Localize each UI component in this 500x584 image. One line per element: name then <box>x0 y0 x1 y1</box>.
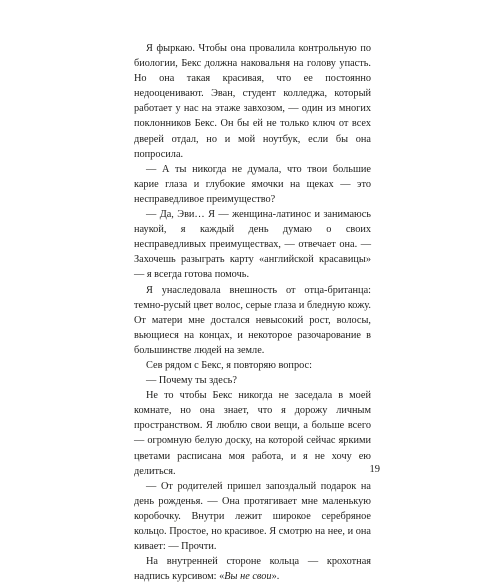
paragraph: — А ты никогда не думала, что твои большие карие глаза и глубокие ямочки на щеках — это несправедливое преимущество? <box>134 163 371 205</box>
paragraph: — Почему ты здесь? <box>146 375 237 387</box>
ring-inscription: Вы не свои <box>224 571 272 583</box>
paragraph: — От родителей пришел запоздалый подарок на день рожденья. — Она протягивает мне маленькую коробочку. Внутри лежит широкое серебряное кольцо. Простое, но красивое. Я смотрю на нее, и она кивает: — Прочти. <box>134 480 371 553</box>
paragraph: Не то чтобы Бекс никогда не заседала в моей комнате, но она знает, что я дорожу личным пространством. Я люблю свои вещи, а больше всего — огромную белую доску, на которой сейчас яркими цветами расписана моя работа, и я не хочу ею делиться. <box>134 390 371 477</box>
paragraph: Сев рядом с Бекс, я повторяю вопрос: <box>146 359 312 371</box>
paragraph-text: На внутренней стороне кольца — крохотная надпись курсивом: « <box>134 556 371 583</box>
paragraph: — Да, Эви… Я — женщина-латинос и занимаюсь наукой, я каждый день думаю о своих несправедливых преимуществах, — отвечает она. — Захочешь разыграть карту «английской красавицы» — я всегда готова помочь. <box>134 209 371 281</box>
final-paragraph <box>134 554 371 584</box>
closing-quote: ». <box>271 571 280 583</box>
paragraph: Я фыркаю. Чтобы она провалила контрольную по биологии, Бекс должна наковальня на голову упасть. Но она такая красивая, что ее постоянно недооценивают. Эван, студент колледжа, который работает у нас на этаже завхозом, — один из многих поклонников Бекс. Он бы ей не только ключ от всех дверей отдал, но и мой ноутбук, если бы она попросила. <box>134 43 371 160</box>
paragraph: Я унаследовала внешность от отца-британца: темно-русый цвет волос, серые глаза и бледную кожу. От матери мне достался невысокий рост, волосы, вьющиеся на концах, и некоторое разочарование в большинстве людей на земле. <box>134 284 371 356</box>
body-text <box>134 41 371 584</box>
page-number: 19 <box>369 464 380 475</box>
